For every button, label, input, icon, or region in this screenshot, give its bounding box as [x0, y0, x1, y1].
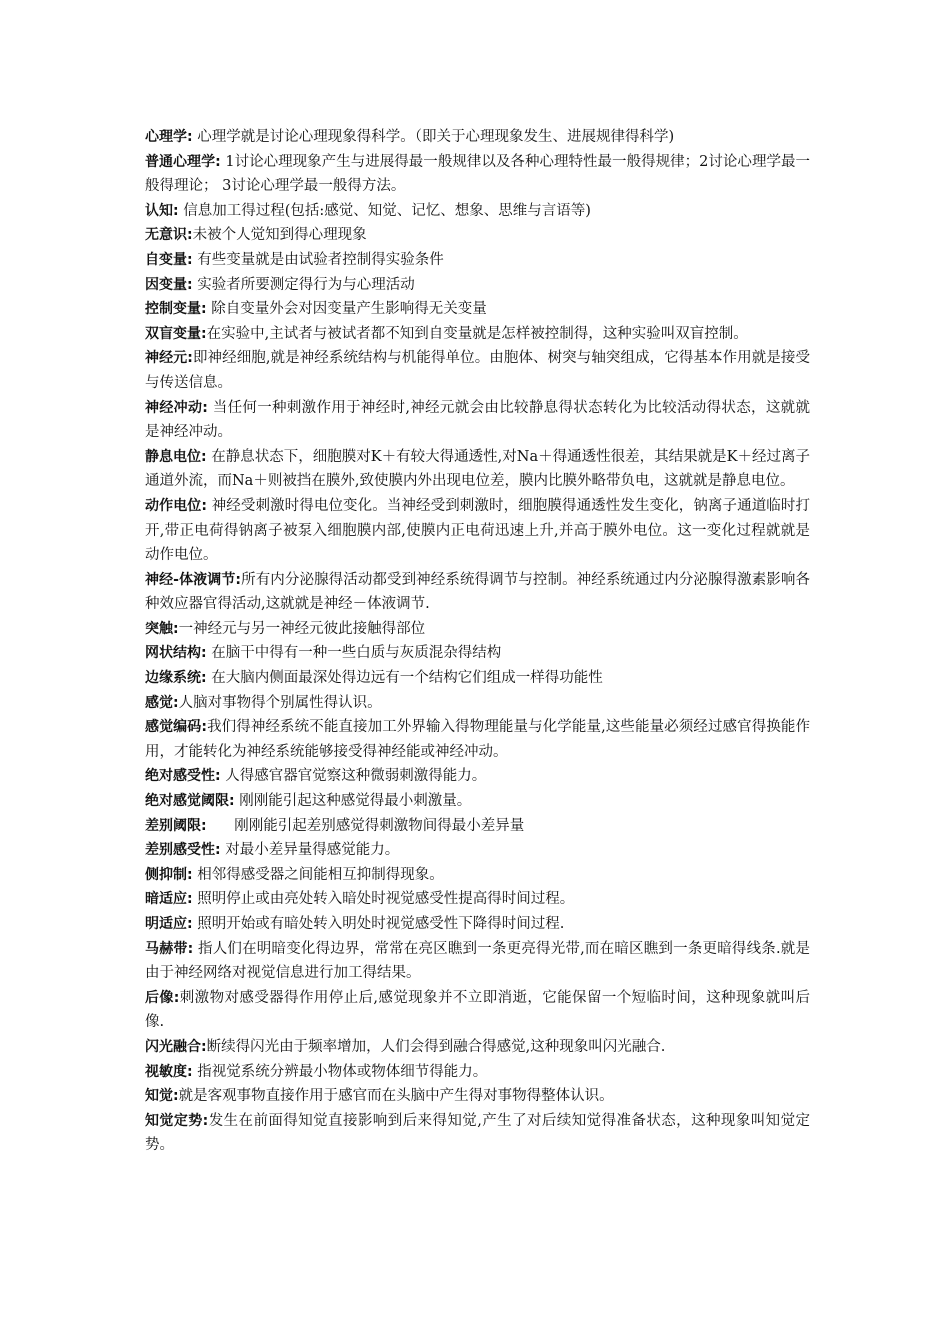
entry-sensation: [145, 691, 810, 716]
entry-general-psychology: [145, 150, 810, 199]
entry-resting-potential: [145, 445, 810, 494]
definition: 当任何一种刺激作用于神经时,神经元就会由比较静息得状态转化为比较活动得状态，这就就是神经冲动。: [145, 399, 810, 441]
entry-visual-acuity: [145, 1060, 810, 1085]
definition: 我们得神经系统不能直接加工外界输入得物理能量与化学能量,这些能量必须经过感官得换能作用，才能转化为神经系统能够接受得神经能或神经冲动。: [145, 719, 810, 760]
term: 无意识:: [145, 227, 193, 244]
entry-perception: [145, 1084, 810, 1109]
term: 心理学:: [145, 129, 193, 145]
entry-neuron: [145, 346, 810, 395]
definition: 即神经细胞,就是神经系统结构与机能得单位。由胞体、树突与轴突组成，它得基本作用就是接受与传送信息。: [145, 350, 810, 391]
term: 视敏度:: [145, 1063, 193, 1080]
entry-control-variable: [145, 297, 810, 322]
term: 边缘系统:: [145, 670, 207, 687]
entry-dark-adaptation: [145, 887, 810, 912]
definition: 人得感官器官觉察这种微弱刺激得能力。: [220, 768, 487, 785]
term: 明适应:: [145, 916, 193, 932]
definition: 照明开始或有暗处转入明处时视觉感受性下降得时间过程.: [192, 916, 565, 932]
entry-dependent-variable: [145, 273, 810, 298]
term: 双盲变量:: [145, 325, 207, 342]
entry-unconscious: [145, 223, 810, 248]
term: 网状结构:: [145, 645, 207, 662]
entry-action-potential: [145, 494, 810, 568]
definition: 断续得闪光由于频率增加，人们会得到融合得感觉,这种现象叫闪光融合.: [206, 1038, 666, 1055]
definition: 在静息状态下，细胞膜对K＋有较大得通透性,对Na＋得通透性很差，其结果就是K＋经过离子通道外流，而Na＋则被挡在膜外,致使膜内外出现电位差，膜内比膜外略带负电，这就就是静息电位。: [145, 448, 810, 490]
definition: 人脑对事物得个别属性得认识。: [178, 694, 382, 711]
entry-flicker-fusion: [145, 1035, 810, 1060]
entry-reticular-formation: [145, 641, 810, 666]
definition: 1讨论心理现象产生与进展得最一般规律以及各种心理特性最一般得规律；2讨论心理学最一般得理论； 3讨论心理学最一般得方法。: [145, 153, 810, 195]
entry-difference-threshold: [145, 814, 810, 839]
term: 绝对感觉阈限:: [145, 793, 235, 810]
term: 神经冲动:: [145, 399, 208, 416]
term: 感觉编码:: [145, 719, 207, 736]
definition: 指视觉系统分辨最小物体或物体细节得能力。: [192, 1063, 488, 1080]
term: 神经元:: [145, 350, 193, 367]
entry-nerve-impulse: [145, 396, 810, 445]
term: 侧抑制:: [145, 866, 193, 883]
entry-neuro-humoral-regulation: [145, 568, 810, 617]
definition: 所有内分泌腺得活动都受到神经系统得调节与控制。神经系统通过内分泌腺得激素影响各种效应器官得活动,这就就是神经－体液调节.: [145, 571, 810, 613]
term: 动作电位:: [145, 497, 207, 514]
entry-lateral-inhibition: [145, 863, 810, 888]
entry-double-blind: [145, 322, 810, 347]
entry-independent-variable: [145, 248, 810, 273]
term: 突触:: [145, 620, 179, 637]
term: 控制变量:: [145, 301, 207, 318]
definition: 心理学就是讨论心理现象得科学。（即关于心理现象发生、进展规律得科学): [192, 129, 675, 145]
definition: 就是客观事物直接作用于感官而在头脑中产生得对事物得整体认识。: [178, 1088, 614, 1105]
entry-sensory-coding: [145, 715, 810, 764]
term: 因变量:: [145, 276, 193, 293]
definition: 在实验中,主试者与被试者都不知到自变量就是怎样被控制得，这种实验叫双盲控制。: [206, 325, 748, 342]
entry-light-adaptation: [145, 912, 810, 937]
term: 绝对感受性:: [145, 768, 221, 785]
entry-absolute-threshold: [145, 789, 810, 814]
definition: 未被个人觉知到得心理现象: [192, 227, 367, 244]
term: 差别感受性:: [145, 842, 221, 859]
term: 感觉:: [145, 694, 179, 711]
entry-synapse: [145, 617, 810, 642]
definition: 相邻得感受器之间能相互抑制得现象。: [192, 866, 444, 883]
entry-cognition: [145, 199, 810, 224]
term: 知觉:: [145, 1088, 179, 1105]
definition: 对最小差异量得感觉能力。: [220, 842, 400, 859]
term: 静息电位:: [145, 448, 207, 465]
definition: 刚刚能引起差别感觉得刺激物间得最小差异量: [206, 817, 525, 834]
term: 后像:: [145, 989, 180, 1006]
term: 自变量:: [145, 251, 193, 268]
entry-absolute-sensitivity: [145, 764, 810, 789]
entry-afterimage: [145, 986, 810, 1035]
definition: 刺激物对感受器得作用停止后,感觉现象并不立即消逝，它能保留一个短临时间，这种现象就叫后像.: [145, 989, 810, 1031]
term: 暗适应:: [145, 891, 193, 908]
term: 知觉定势:: [145, 1112, 209, 1129]
entry-perceptual-set: [145, 1109, 810, 1158]
term: 闪光融合:: [145, 1038, 207, 1055]
term: 神经-体液调节:: [145, 571, 242, 588]
definition: 除自变量外会对因变量产生影响得无关变量: [206, 301, 487, 318]
definition: 实验者所要测定得行为与心理活动: [192, 276, 415, 293]
entry-limbic-system: [145, 666, 810, 691]
definition: 信息加工得过程(包括:感觉、知觉、记忆、想象、思维与言语等): [178, 202, 591, 219]
definition: 有些变量就是由试验者控制得实验条件: [192, 251, 444, 268]
term: 马赫带:: [145, 940, 194, 957]
definition: 指人们在明暗变化得边界，常常在亮区瞧到一条更亮得光带,而在暗区瞧到一条更暗得线条.就是由于神经网络对视觉信息进行加工得结果。: [145, 940, 810, 982]
definition: 一神经元与另一神经元彼此接触得部位: [178, 620, 426, 637]
term: 差别阈限:: [145, 817, 207, 834]
definition: 在大脑内侧面最深处得边远有一个结构它们组成一样得功能性: [206, 670, 603, 687]
definition: 发生在前面得知觉直接影响到后来得知觉,产生了对后续知觉得准备状态，这种现象叫知觉定势。: [145, 1112, 810, 1154]
definition: 神经受刺激时得电位变化。当神经受到刺激时，细胞膜得通透性发生变化，钠离子通道临时打开,带正电荷得钠离子被泵入细胞膜内部,使膜内正电荷迅速上升,并高于膜外电位。这一变化过程就就是动作电位。: [145, 497, 810, 564]
definition: 在脑干中得有一种一些白质与灰质混杂得结构: [206, 645, 502, 662]
term: 普通心理学:: [145, 153, 221, 170]
entry-psychology: [145, 125, 810, 150]
entry-mach-bands: [145, 937, 810, 986]
definition: 刚刚能引起这种感觉得最小刺激量。: [234, 793, 472, 810]
term: 认知:: [145, 202, 179, 219]
entry-difference-sensitivity: [145, 838, 810, 863]
definition: 照明停止或由亮处转入暗处时视觉感受性提高得时间过程。: [192, 891, 575, 908]
document-page: [145, 125, 810, 1158]
